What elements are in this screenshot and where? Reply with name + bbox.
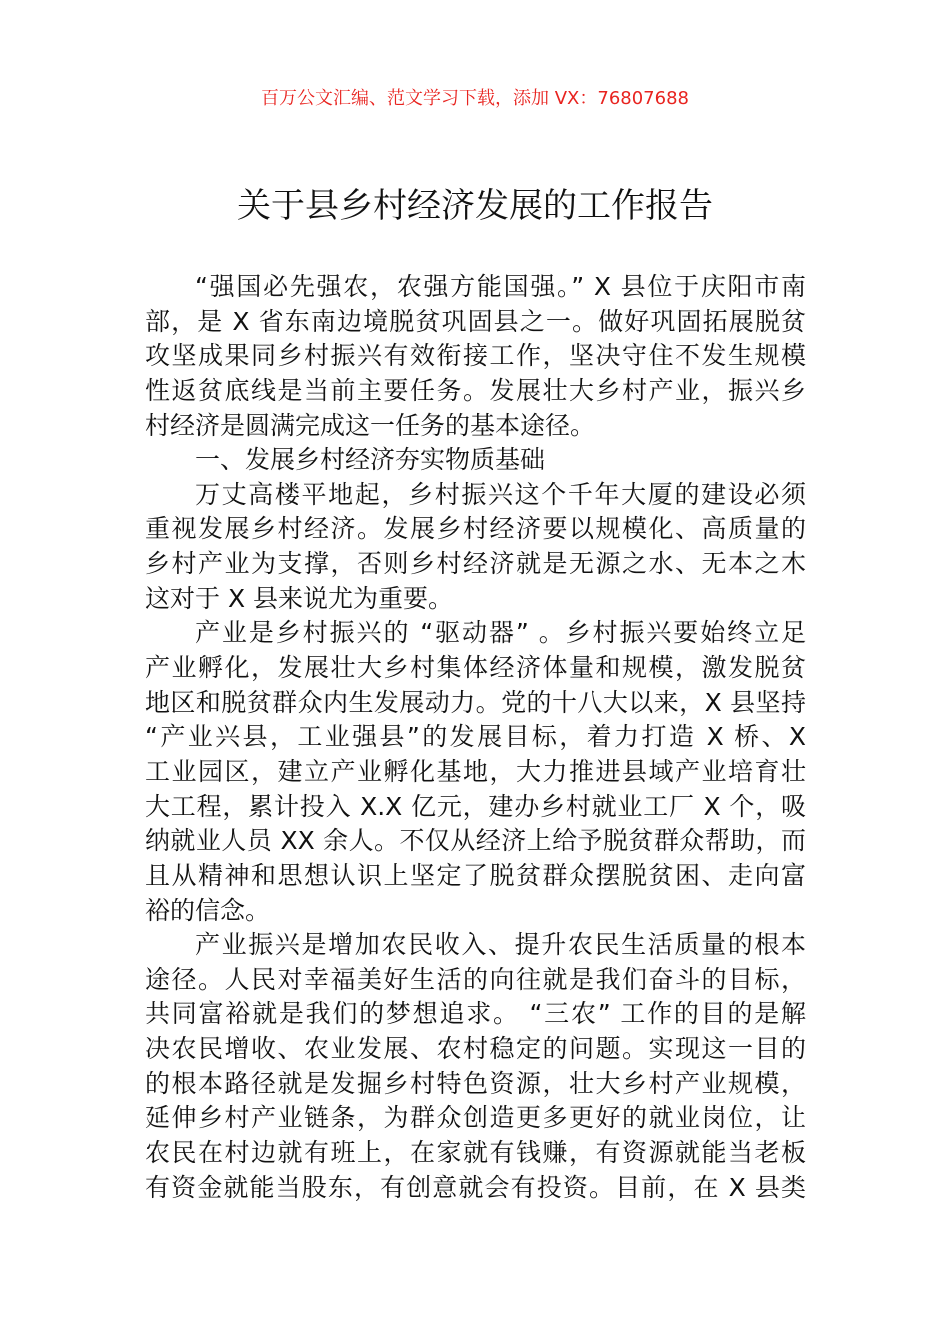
paragraph-line: 延伸乡村产业链条，为群众创造更多更好的就业岗位，让: [145, 1103, 806, 1133]
paragraph-line: 大工程，累计投入 X.X 亿元，建办乡村就业工厂 X 个，吸: [145, 791, 806, 821]
paragraph-line: 工业园区，建立产业孵化基地，大力推进县域产业培育壮: [145, 756, 806, 786]
paragraph-line: 共同富裕就是我们的梦想追求。 “三农” 工作的目的是解: [145, 999, 806, 1029]
watermark-header: 百万公文汇编、范文学习下载，添加 VX：76807688: [261, 88, 689, 109]
paragraph-line: 村经济是圆满完成这一任务的基本途径。: [145, 410, 596, 440]
paragraph-line: 性返贫底线是当前主要任务。发展壮大乡村产业，振兴乡: [145, 375, 806, 405]
paragraph-line: 农民在村边就有班上，在家就有钱赚，有资源就能当老板: [145, 1138, 806, 1168]
paragraph-line: 纳就业人员 XX 余人。不仅从经济上给予脱贫群众帮助，而: [145, 826, 806, 856]
paragraph-line: “产业兴县，工业强县”的发展目标，着力打造 X 桥、X: [145, 722, 806, 752]
paragraph-line: 有资金就能当股东，有创意就会有投资。目前，在 X 县类: [145, 1172, 806, 1202]
paragraph-line: 途径。人民对幸福美好生活的向往就是我们奋斗的目标，: [145, 964, 806, 994]
paragraph-line: 产业振兴是增加农民收入、提升农民生活质量的根本: [195, 930, 806, 960]
paragraph-line: 这对于 X 县来说尤为重要。: [145, 583, 454, 613]
paragraph-line: 的根本路径就是发掘乡村特色资源，壮大乡村产业规模，: [145, 1068, 806, 1098]
paragraph-line: 产业孵化，发展壮大乡村集体经济体量和规模，激发脱贫: [145, 653, 806, 683]
paragraph-line: 部，是 X 省东南边境脱贫巩固县之一。做好巩固拓展脱贫: [145, 306, 806, 336]
paragraph-line: 裕的信念。: [145, 895, 271, 925]
paragraph-line: 攻坚成果同乡村振兴有效衔接工作，坚决守住不发生规模: [145, 341, 806, 371]
document-title: 关于县乡村经济发展的工作报告: [237, 186, 713, 226]
paragraph-line: 乡村产业为支撑，否则乡村经济就是无源之水、无本之木: [145, 549, 806, 579]
section-heading: 一、发展乡村经济夯实物质基础: [195, 445, 546, 475]
document-body: [145, 270, 806, 1205]
paragraph-line: 重视发展乡村经济。发展乡村经济要以规模化、高质量的: [145, 514, 806, 544]
paragraph-line: 万丈高楼平地起，乡村振兴这个千年大厦的建设必须: [195, 479, 806, 509]
paragraph-line: 且从精神和思想认识上坚定了脱贫群众摆脱贫困、走向富: [145, 860, 806, 890]
paragraph-line: 产业是乡村振兴的 “驱动器” 。乡村振兴要始终立足: [195, 618, 806, 648]
paragraph-line: “强国必先强农，农强方能国强。” X 县位于庆阳市南: [195, 272, 806, 301]
paragraph-line: 地区和脱贫群众内生发展动力。党的十八大以来，X 县坚持: [145, 687, 806, 717]
paragraph-line: 决农民增收、农业发展、农村稳定的问题。实现这一目的: [145, 1034, 806, 1064]
